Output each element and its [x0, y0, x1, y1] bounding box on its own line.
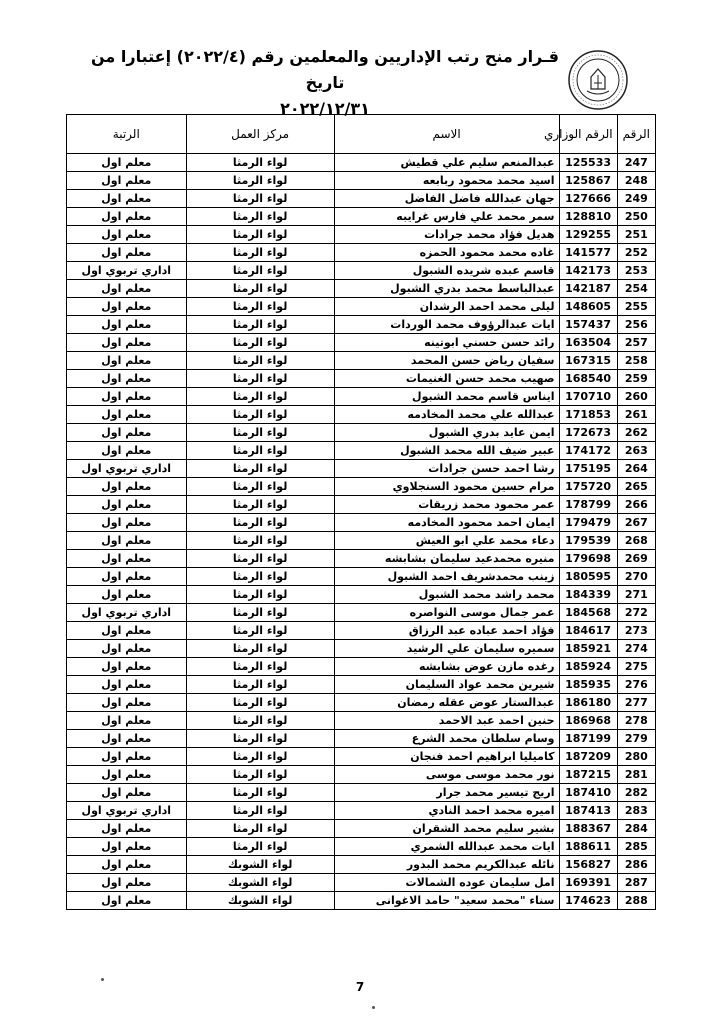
- page-number: 7: [355, 980, 365, 994]
- table-row: [67, 658, 656, 676]
- cell-rank: معلم اول: [67, 838, 187, 856]
- cell-rank: معلم اول: [67, 694, 187, 712]
- promotions-table: [66, 114, 656, 910]
- table-row: [67, 388, 656, 406]
- cell-workplace: لواء الرمثا: [186, 514, 334, 532]
- cell-national-number: 184568: [559, 604, 617, 622]
- cell-workplace: لواء الشوبك: [186, 892, 334, 910]
- table-row: [67, 550, 656, 568]
- column-header-rank: الرتبة: [67, 115, 187, 154]
- cell-workplace: لواء الرمثا: [186, 172, 334, 190]
- cell-workplace: لواء الرمثا: [186, 766, 334, 784]
- cell-workplace: لواء الرمثا: [186, 442, 334, 460]
- cell-seq: 264: [617, 460, 655, 478]
- cell-name: محمد راشد محمد الشبول: [334, 586, 559, 604]
- cell-national-number: 157437: [559, 316, 617, 334]
- cell-name: غاده محمد محمود الحمزه: [334, 244, 559, 262]
- cell-national-number: 175720: [559, 478, 617, 496]
- cell-rank: معلم اول: [67, 424, 187, 442]
- cell-workplace: لواء الرمثا: [186, 676, 334, 694]
- cell-seq: 278: [617, 712, 655, 730]
- cell-national-number: 127666: [559, 190, 617, 208]
- cell-name: سميره سليمان علي الرشيد: [334, 640, 559, 658]
- cell-name: ايناس قاسم محمد الشبول: [334, 388, 559, 406]
- cell-rank: معلم اول: [67, 874, 187, 892]
- cell-workplace: لواء الرمثا: [186, 802, 334, 820]
- column-header-workplace: مركز العمل: [186, 115, 334, 154]
- table-row: [67, 262, 656, 280]
- cell-rank: معلم اول: [67, 622, 187, 640]
- cell-seq: 270: [617, 568, 655, 586]
- cell-name: ايمان احمد محمود المخادمه: [334, 514, 559, 532]
- scan-speck: [372, 1006, 375, 1009]
- cell-workplace: لواء الرمثا: [186, 604, 334, 622]
- cell-workplace: لواء الرمثا: [186, 334, 334, 352]
- cell-rank: اداري تربوي اول: [67, 262, 187, 280]
- cell-seq: 249: [617, 190, 655, 208]
- cell-seq: 266: [617, 496, 655, 514]
- cell-workplace: لواء الرمثا: [186, 370, 334, 388]
- cell-name: زينب محمدشريف احمد الشبول: [334, 568, 559, 586]
- cell-name: ايات محمد عبدالله الشمري: [334, 838, 559, 856]
- cell-workplace: لواء الرمثا: [186, 280, 334, 298]
- cell-national-number: 188611: [559, 838, 617, 856]
- cell-national-number: 125533: [559, 154, 617, 172]
- cell-name: سفيان رياض حسن المحمد: [334, 352, 559, 370]
- cell-national-number: 187199: [559, 730, 617, 748]
- cell-name: نائله عبدالكريم محمد البدور: [334, 856, 559, 874]
- cell-rank: معلم اول: [67, 190, 187, 208]
- cell-name: نور محمد موسى موسى: [334, 766, 559, 784]
- cell-rank: معلم اول: [67, 334, 187, 352]
- cell-national-number: 168540: [559, 370, 617, 388]
- cell-workplace: لواء الرمثا: [186, 496, 334, 514]
- cell-name: فؤاد احمد عباده عبد الرزاق: [334, 622, 559, 640]
- cell-national-number: 142187: [559, 280, 617, 298]
- cell-national-number: 179479: [559, 514, 617, 532]
- cell-national-number: 187413: [559, 802, 617, 820]
- cell-workplace: لواء الشوبك: [186, 856, 334, 874]
- cell-workplace: لواء الرمثا: [186, 694, 334, 712]
- cell-name: عبدالمنعم سليم علي قطيش: [334, 154, 559, 172]
- cell-national-number: 186180: [559, 694, 617, 712]
- table-row: [67, 838, 656, 856]
- cell-national-number: 169391: [559, 874, 617, 892]
- cell-seq: 248: [617, 172, 655, 190]
- cell-rank: معلم اول: [67, 568, 187, 586]
- cell-seq: 286: [617, 856, 655, 874]
- cell-name: رغده مازن عوض بشابشه: [334, 658, 559, 676]
- cell-rank: اداري تربوي اول: [67, 460, 187, 478]
- cell-national-number: 184617: [559, 622, 617, 640]
- cell-rank: معلم اول: [67, 640, 187, 658]
- cell-seq: 260: [617, 388, 655, 406]
- table-row: [67, 622, 656, 640]
- cell-rank: معلم اول: [67, 370, 187, 388]
- cell-rank: معلم اول: [67, 316, 187, 334]
- cell-seq: 255: [617, 298, 655, 316]
- cell-rank: معلم اول: [67, 820, 187, 838]
- cell-workplace: لواء الرمثا: [186, 208, 334, 226]
- cell-seq: 277: [617, 694, 655, 712]
- table-row: [67, 478, 656, 496]
- cell-rank: معلم اول: [67, 514, 187, 532]
- cell-national-number: 125867: [559, 172, 617, 190]
- cell-workplace: لواء الرمثا: [186, 424, 334, 442]
- cell-seq: 283: [617, 802, 655, 820]
- cell-workplace: لواء الرمثا: [186, 406, 334, 424]
- cell-seq: 268: [617, 532, 655, 550]
- cell-name: قاسم عبده شريده الشبول: [334, 262, 559, 280]
- cell-national-number: 187410: [559, 784, 617, 802]
- cell-seq: 263: [617, 442, 655, 460]
- cell-name: اريج تيسير محمد جرار: [334, 784, 559, 802]
- cell-national-number: 184339: [559, 586, 617, 604]
- cell-rank: معلم اول: [67, 352, 187, 370]
- cell-workplace: لواء الرمثا: [186, 730, 334, 748]
- cell-rank: معلم اول: [67, 388, 187, 406]
- cell-national-number: 172673: [559, 424, 617, 442]
- cell-workplace: لواء الرمثا: [186, 586, 334, 604]
- scan-speck: [101, 978, 104, 981]
- cell-seq: 265: [617, 478, 655, 496]
- table-row: [67, 694, 656, 712]
- cell-rank: معلم اول: [67, 208, 187, 226]
- cell-national-number: 180595: [559, 568, 617, 586]
- cell-name: هديل فؤاد محمد جرادات: [334, 226, 559, 244]
- cell-name: عمر جمال موسى النواصره: [334, 604, 559, 622]
- cell-seq: 275: [617, 658, 655, 676]
- cell-national-number: 185924: [559, 658, 617, 676]
- cell-seq: 284: [617, 820, 655, 838]
- cell-workplace: لواء الشوبك: [186, 874, 334, 892]
- cell-national-number: 179539: [559, 532, 617, 550]
- table-header-row: [67, 115, 656, 154]
- cell-rank: معلم اول: [67, 532, 187, 550]
- cell-seq: 273: [617, 622, 655, 640]
- cell-rank: اداري تربوي اول: [67, 802, 187, 820]
- cell-name: عبير ضيف الله محمد الشبول: [334, 442, 559, 460]
- cell-rank: معلم اول: [67, 478, 187, 496]
- cell-national-number: 167315: [559, 352, 617, 370]
- table-row: [67, 856, 656, 874]
- table-row: [67, 190, 656, 208]
- cell-name: صهيب محمد حسن الغنيمات: [334, 370, 559, 388]
- title-line-1: قـرار منح رتب الإداريين والمعلمين رقم (٢٠٢٢/٤) إعتبارا من تاريخ: [91, 47, 559, 92]
- cell-workplace: لواء الرمثا: [186, 550, 334, 568]
- cell-name: عبدالله علي محمد المخادمه: [334, 406, 559, 424]
- cell-name: اسيد محمد محمود ربابعه: [334, 172, 559, 190]
- cell-national-number: 148605: [559, 298, 617, 316]
- table-row: [67, 496, 656, 514]
- cell-name: رشا احمد حسن جرادات: [334, 460, 559, 478]
- cell-workplace: لواء الرمثا: [186, 568, 334, 586]
- table-row: [67, 226, 656, 244]
- table-row: [67, 172, 656, 190]
- cell-name: منيره محمدعيد سليمان بشابشه: [334, 550, 559, 568]
- cell-workplace: لواء الرمثا: [186, 154, 334, 172]
- cell-name: حنين احمد عبد الاحمد: [334, 712, 559, 730]
- table-row: [67, 370, 656, 388]
- table-row: [67, 748, 656, 766]
- cell-seq: 252: [617, 244, 655, 262]
- cell-rank: اداري تربوي اول: [67, 604, 187, 622]
- cell-national-number: 187215: [559, 766, 617, 784]
- cell-seq: 272: [617, 604, 655, 622]
- cell-rank: معلم اول: [67, 712, 187, 730]
- column-header-national-number: الرقم الوزاري: [559, 115, 617, 154]
- cell-seq: 253: [617, 262, 655, 280]
- cell-name: ايمن عايد بدري الشبول: [334, 424, 559, 442]
- cell-national-number: 185921: [559, 640, 617, 658]
- cell-seq: 287: [617, 874, 655, 892]
- cell-seq: 261: [617, 406, 655, 424]
- cell-name: مرام حسين محمود السنجلاوي: [334, 478, 559, 496]
- cell-name: شيرين محمد عواد السليمان: [334, 676, 559, 694]
- cell-rank: معلم اول: [67, 730, 187, 748]
- cell-seq: 274: [617, 640, 655, 658]
- table-row: [67, 604, 656, 622]
- cell-seq: 259: [617, 370, 655, 388]
- cell-name: سمر محمد علي فارس غرايبه: [334, 208, 559, 226]
- cell-rank: معلم اول: [67, 586, 187, 604]
- cell-rank: معلم اول: [67, 856, 187, 874]
- cell-national-number: 186968: [559, 712, 617, 730]
- cell-national-number: 179698: [559, 550, 617, 568]
- table-row: [67, 586, 656, 604]
- cell-seq: 271: [617, 586, 655, 604]
- cell-name: كاميليا ابراهيم احمد فنجان: [334, 748, 559, 766]
- cell-national-number: 174623: [559, 892, 617, 910]
- cell-name: ليلى محمد احمد الرشدان: [334, 298, 559, 316]
- table-row: [67, 874, 656, 892]
- cell-seq: 267: [617, 514, 655, 532]
- table-row: [67, 712, 656, 730]
- cell-national-number: 142173: [559, 262, 617, 280]
- table-row: [67, 820, 656, 838]
- cell-name: بشير سليم محمد الشقران: [334, 820, 559, 838]
- cell-rank: معلم اول: [67, 442, 187, 460]
- cell-rank: معلم اول: [67, 550, 187, 568]
- document-title: [90, 44, 560, 122]
- cell-workplace: لواء الرمثا: [186, 622, 334, 640]
- cell-workplace: لواء الرمثا: [186, 352, 334, 370]
- table-row: [67, 316, 656, 334]
- cell-seq: 247: [617, 154, 655, 172]
- table-row: [67, 730, 656, 748]
- cell-seq: 250: [617, 208, 655, 226]
- cell-name: عبدالباسط محمد بدري الشبول: [334, 280, 559, 298]
- cell-seq: 276: [617, 676, 655, 694]
- cell-rank: معلم اول: [67, 406, 187, 424]
- cell-workplace: لواء الرمثا: [186, 820, 334, 838]
- title-line-2: ٢٠٢٢/١٢/٣١: [280, 99, 370, 118]
- cell-national-number: 187209: [559, 748, 617, 766]
- table-row: [67, 892, 656, 910]
- table-row: [67, 802, 656, 820]
- cell-name: وسام سلطان محمد الشرع: [334, 730, 559, 748]
- cell-workplace: لواء الرمثا: [186, 316, 334, 334]
- cell-rank: معلم اول: [67, 496, 187, 514]
- cell-national-number: 185935: [559, 676, 617, 694]
- cell-rank: معلم اول: [67, 244, 187, 262]
- table-row: [67, 208, 656, 226]
- cell-workplace: لواء الرمثا: [186, 478, 334, 496]
- table-row: [67, 244, 656, 262]
- cell-workplace: لواء الرمثا: [186, 226, 334, 244]
- cell-rank: معلم اول: [67, 766, 187, 784]
- cell-rank: معلم اول: [67, 892, 187, 910]
- cell-workplace: لواء الرمثا: [186, 658, 334, 676]
- table-row: [67, 406, 656, 424]
- ministry-seal-logo: [567, 49, 629, 111]
- cell-name: عبدالستار عوض عقله رمضان: [334, 694, 559, 712]
- table-row: [67, 640, 656, 658]
- cell-seq: 269: [617, 550, 655, 568]
- cell-name: رائد حسن حسني ابوتينه: [334, 334, 559, 352]
- cell-national-number: 178799: [559, 496, 617, 514]
- cell-national-number: 141577: [559, 244, 617, 262]
- cell-national-number: 129255: [559, 226, 617, 244]
- cell-workplace: لواء الرمثا: [186, 388, 334, 406]
- cell-name: دعاء محمد علي ابو العيش: [334, 532, 559, 550]
- cell-rank: معلم اول: [67, 748, 187, 766]
- cell-name: عمر محمود محمد زريقات: [334, 496, 559, 514]
- cell-workplace: لواء الرمثا: [186, 838, 334, 856]
- cell-name: اميره محمد احمد النادي: [334, 802, 559, 820]
- cell-seq: 262: [617, 424, 655, 442]
- table-row: [67, 532, 656, 550]
- table-row: [67, 766, 656, 784]
- table-row: [67, 334, 656, 352]
- cell-rank: معلم اول: [67, 172, 187, 190]
- cell-rank: معلم اول: [67, 676, 187, 694]
- column-header-name: الاسم: [334, 115, 559, 154]
- table-row: [67, 280, 656, 298]
- cell-seq: 281: [617, 766, 655, 784]
- cell-seq: 279: [617, 730, 655, 748]
- cell-national-number: 175195: [559, 460, 617, 478]
- cell-seq: 288: [617, 892, 655, 910]
- table-row: [67, 514, 656, 532]
- cell-rank: معلم اول: [67, 658, 187, 676]
- cell-national-number: 174172: [559, 442, 617, 460]
- cell-national-number: 156827: [559, 856, 617, 874]
- column-header-seq: الرقم: [617, 115, 655, 154]
- cell-workplace: لواء الرمثا: [186, 244, 334, 262]
- cell-seq: 280: [617, 748, 655, 766]
- cell-workplace: لواء الرمثا: [186, 784, 334, 802]
- table-row: [67, 298, 656, 316]
- table-row: [67, 424, 656, 442]
- cell-workplace: لواء الرمثا: [186, 748, 334, 766]
- cell-workplace: لواء الرمثا: [186, 298, 334, 316]
- cell-seq: 285: [617, 838, 655, 856]
- cell-name: جهان عبدالله فاضل الفاضل: [334, 190, 559, 208]
- cell-seq: 254: [617, 280, 655, 298]
- cell-name: ايات عبدالرؤوف محمد الوردات: [334, 316, 559, 334]
- cell-workplace: لواء الرمثا: [186, 190, 334, 208]
- cell-rank: معلم اول: [67, 298, 187, 316]
- cell-rank: معلم اول: [67, 280, 187, 298]
- cell-workplace: لواء الرمثا: [186, 532, 334, 550]
- cell-national-number: 128810: [559, 208, 617, 226]
- cell-workplace: لواء الرمثا: [186, 712, 334, 730]
- table-row: [67, 676, 656, 694]
- cell-name: سناء "محمد سعيد" حامد الاغوانى: [334, 892, 559, 910]
- cell-seq: 282: [617, 784, 655, 802]
- cell-national-number: 188367: [559, 820, 617, 838]
- cell-seq: 256: [617, 316, 655, 334]
- cell-national-number: 170710: [559, 388, 617, 406]
- cell-rank: معلم اول: [67, 226, 187, 244]
- cell-seq: 258: [617, 352, 655, 370]
- cell-national-number: 171853: [559, 406, 617, 424]
- cell-workplace: لواء الرمثا: [186, 262, 334, 280]
- cell-seq: 257: [617, 334, 655, 352]
- table-row: [67, 784, 656, 802]
- table-row: [67, 352, 656, 370]
- table-row: [67, 460, 656, 478]
- cell-seq: 251: [617, 226, 655, 244]
- cell-rank: معلم اول: [67, 784, 187, 802]
- cell-rank: معلم اول: [67, 154, 187, 172]
- cell-national-number: 163504: [559, 334, 617, 352]
- cell-name: امل سليمان عوده الشمالات: [334, 874, 559, 892]
- table-row: [67, 154, 656, 172]
- table-row: [67, 442, 656, 460]
- cell-workplace: لواء الرمثا: [186, 460, 334, 478]
- table-row: [67, 568, 656, 586]
- cell-workplace: لواء الرمثا: [186, 640, 334, 658]
